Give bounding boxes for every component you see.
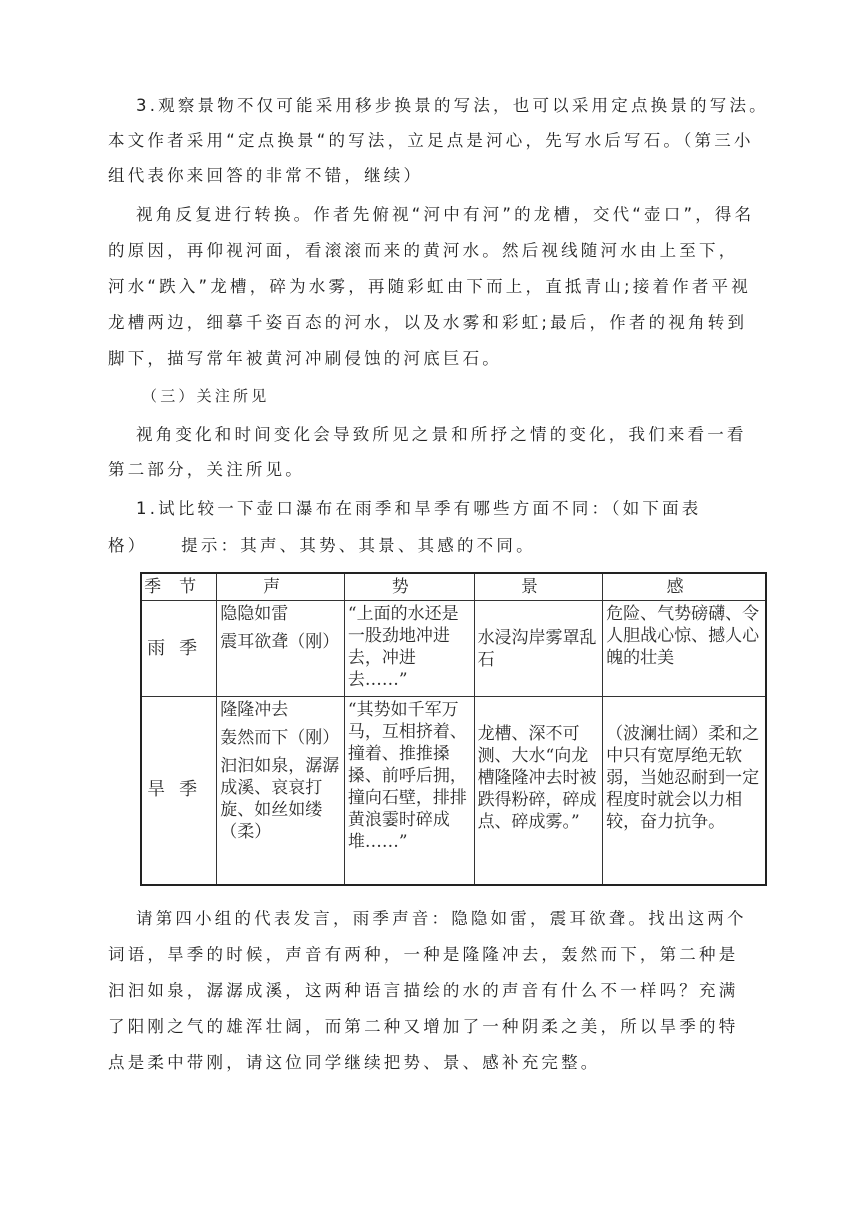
feeling-cell: （波澜壮阔）柔和之中只有宽厚绝无软弱，当她忍耐到一定程度时就会以力相较，奋力抗争。 <box>603 697 766 885</box>
text-line: 3.观察景物不仅可能采用移步换景的写法，也可以采用定点换景的写法。 <box>136 96 769 115</box>
text-line: 请第四小组的代表发言，雨季声音：隐隐如雷，震耳欲聋。找出这两个 <box>136 909 747 928</box>
scene-cell: 水浸沟岸雾罩乱石 <box>474 601 603 697</box>
text-line: 视角变化和时间变化会导致所见之景和所抒之情的变化，我们来看一看 <box>136 425 747 444</box>
section-heading: （三）关注所见 <box>142 387 270 405</box>
text-line: 本文作者采用“定点换景“的写法，立足点是河心，先写水后写石。（第三小 <box>108 131 754 150</box>
text-line: 1.试比较一下壶口瀑布在雨季和旱季有哪些方面不同：（如下面表 <box>136 499 702 518</box>
text-line: 第二部分，关注所见。 <box>108 460 305 479</box>
text-line: 脚下，描写常年被黄河冲刷侵蚀的河底巨石。 <box>108 349 502 368</box>
season-cell: 雨季 <box>141 601 217 697</box>
cell-text: 隐隐如雷 <box>220 604 289 624</box>
table-row <box>141 697 766 885</box>
sound-cell <box>217 697 345 885</box>
text-line: 河水“跌入”龙槽，碎为水雾，再随彩虹由下而上，直抵青山;接着作者平视 <box>108 277 751 296</box>
momentum-cell: “上面的水还是一股劲地冲进去，冲进去……” <box>344 601 474 697</box>
table-header-cell: 感 <box>603 573 766 601</box>
text-line: 龙槽两边，细摹千姿百态的河水，以及水雾和彩虹;最后，作者的视角转到 <box>108 313 748 332</box>
table-header-cell: 势 <box>344 573 474 601</box>
season-cell: 旱季 <box>141 697 217 885</box>
cell-text: 震耳欲聋（刚） <box>220 632 340 652</box>
text-line: 汩汩如泉，潺潺成溪，这两种语言描绘的水的声音有什么不一样吗？充满 <box>108 981 739 1000</box>
table-row <box>141 601 766 697</box>
table-header-cell: 景 <box>474 573 603 601</box>
text-line: 的原因，再仰视河面，看滚滚而来的黄河水。然后视线随河水由上至下， <box>108 241 739 260</box>
sound-cell <box>217 601 345 697</box>
text-line: 点是柔中带刚，请这位同学继续把势、景、感补充完整。 <box>108 1053 601 1072</box>
scene-cell: 龙槽、深不可测、大水“向龙槽隆隆冲去时被跌得粉碎，碎成点、碎成雾。” <box>474 697 603 885</box>
cell-text: 汩汩如泉，潺潺成溪、哀哀打旋、如丝如缕（柔） <box>220 756 340 842</box>
text-line: 了阳刚之气的雄浑壮阔，而第二种又增加了一种阴柔之美，所以旱季的特 <box>108 1017 739 1036</box>
text-line: 视角反复进行转换。作者先俯视“河中有河”的龙槽，交代“壶口”，得名 <box>136 205 755 224</box>
table-header-row <box>141 573 766 601</box>
cell-text: 隆隆冲去 <box>220 700 289 720</box>
text-line: 格） 提示：其声、其势、其景、其感的不同。 <box>108 536 536 555</box>
feeling-cell: 危险、气势磅礴、令人胆战心惊、撼人心魄的壮美 <box>603 601 766 697</box>
momentum-cell: “其势如千军万马，互相挤着、撞着、推推搡搡、前呼后拥，撞向石壁，排排黄浪霎时碎成堆……” <box>344 697 474 885</box>
table-header-cell: 声 <box>217 573 345 601</box>
text-line: 组代表你来回答的非常不错，继续） <box>108 166 424 185</box>
table-header-cell: 季节 <box>141 573 217 601</box>
cell-text: 轰然而下（刚） <box>220 728 340 748</box>
comparison-table <box>140 572 767 886</box>
text-line: 词语，旱季的时候，声音有两种，一种是隆隆冲去，轰然而下，第二种是 <box>108 945 739 964</box>
